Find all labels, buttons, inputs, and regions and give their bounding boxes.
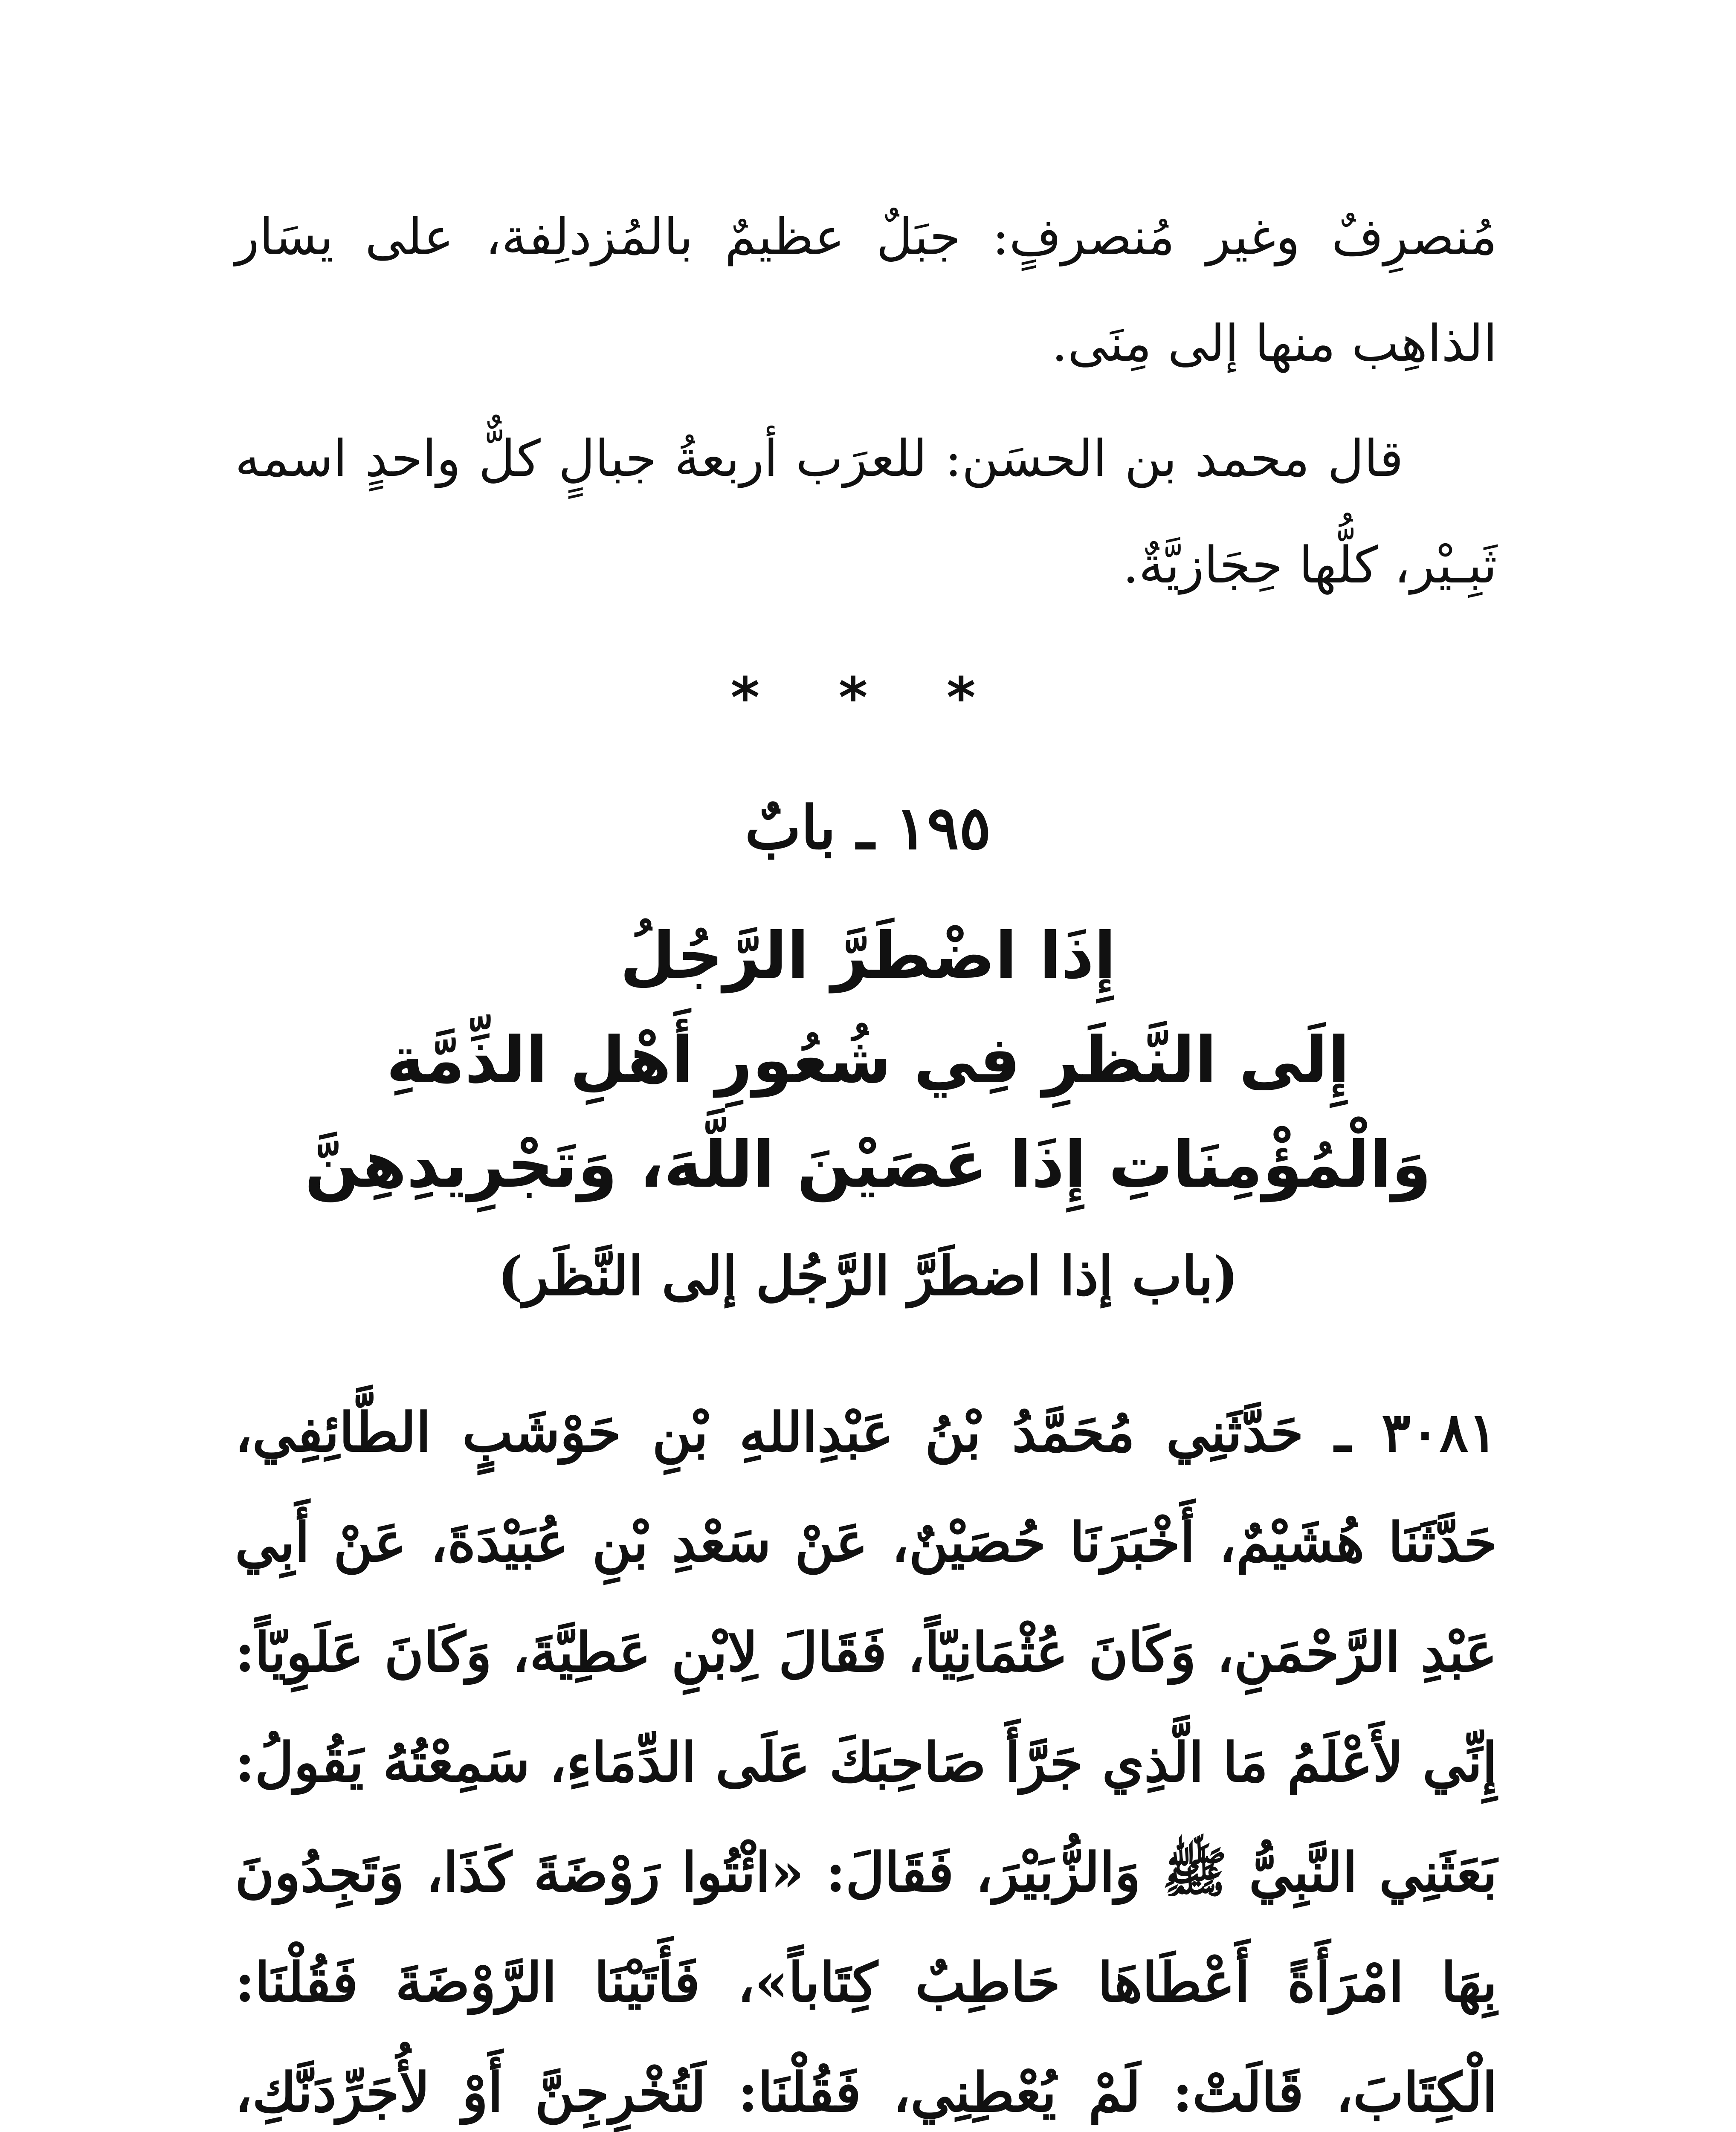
chapter-number: ١٩٥ ـ بابٌ — [745, 793, 991, 863]
chapter-subtitle: (باب إذا اضطَرَّ الرَّجُل إلى النَّظَر) — [498, 1245, 1238, 1307]
chapter-title-line: وَالْمُؤْمِنَاتِ إِذَا عَصَيْنَ اللَّهَ، وَتَجْرِيدِهِنَّ — [304, 1128, 1432, 1202]
chapter-title-line: إِلَى النَّظَرِ فِي شُعُورِ أَهْلِ الذِّمَّةِ — [386, 1023, 1350, 1098]
section-separator: * * * — [730, 665, 1006, 730]
chapter-title-line: إِذَا اضْطَرَّ الرَّجُلُ — [620, 919, 1116, 993]
top-section — [235, 183, 1497, 618]
chapter-title — [0, 904, 1736, 1217]
paragraph-thabir-description: مُنصرِفٌ وغير مُنصرفٍ: جبَلٌ عظيمٌ بالمُزدلِفة، على يسَار الذاهِب منها إلى مِنَى. — [235, 207, 1497, 373]
paragraph-four-mountains: قال محمد بن الحسَن: للعرَب أربعةُ جبالٍ كلٌّ واحدٍ اسمه ثَبِـيْر، كلُّها حِجَازيَّةٌ. — [235, 429, 1497, 594]
hadith-text: ٣٠٨١ ـ حَدَّثَنِي مُحَمَّدُ بْنُ عَبْدِاللهِ بْنِ حَوْشَبٍ الطَّائِفِي، حَدَّثَنَا هُشَيْمٌ، أَخْبَرَنَا حُصَيْنٌ، عَنْ سَعْدِ بْنِ عُبَيْدَةَ، عَنْ أَبِي عَبْدِ الرَّحْمَنِ، وَكَانَ عُثْمَانِيّاً، فَقَالَ لِابْنِ عَطِيَّةَ، وَكَانَ عَلَوِيّاً: إِنِّي لأَعْلَمُ مَا الَّذِي جَرَّأَ صَاحِبَكَ عَلَى الدِّمَاءِ، سَمِعْتُهُ يَقُولُ: بَعَثَنِي النَّبِيُّ ﷺ وَالزُّبَيْرَ، فَقَالَ: «ائْتُوا رَوْضَةَ كَذَا، وَتَجِدُونَ بِهَا امْرَأَةً أَعْطَاهَا حَاطِبٌ كِتَاباً»، فَأَتَيْنَا الرَّوْضَةَ فَقُلْنَا: الْكِتَابَ، قَالَتْ: لَمْ يُعْطِنِي، فَقُلْنَا: لَتُخْرِجِنَّ أَوْ لأُجَرِّدَنَّكِ، — [235, 1401, 1497, 2124]
